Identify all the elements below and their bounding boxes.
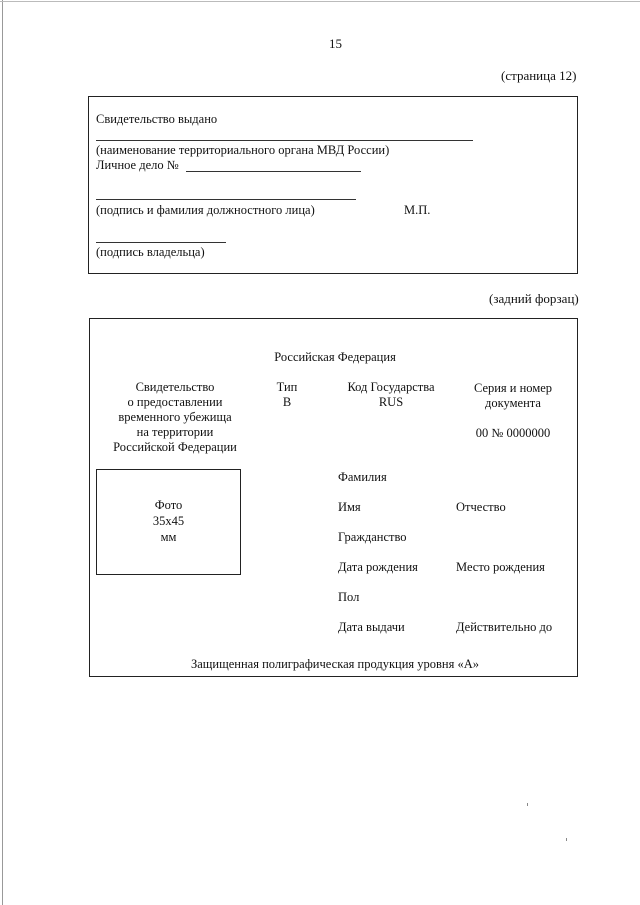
official-caption: (подпись и фамилия должностного лица) bbox=[96, 203, 315, 217]
type-label: Тип bbox=[276, 380, 298, 394]
field-citizenship: Гражданство bbox=[338, 530, 407, 544]
state-code-value: RUS bbox=[378, 395, 404, 409]
photo-label-line-3: мм bbox=[160, 530, 177, 544]
doc-title-line-3: временного убежища bbox=[118, 410, 232, 424]
scan-speck bbox=[527, 803, 528, 806]
state-code-label: Код Государства bbox=[347, 380, 435, 394]
authority-line bbox=[96, 140, 473, 141]
series-label-line-2: документа bbox=[485, 396, 541, 410]
doc-title-line-2: о предоставлении bbox=[127, 395, 223, 409]
photo-label-line-2: 35х45 bbox=[152, 514, 185, 528]
field-valid-until: Действительно до bbox=[456, 620, 553, 634]
series-label-line-1: Серия и номер bbox=[473, 381, 553, 395]
scan-edge-left bbox=[2, 0, 3, 905]
owner-caption: (подпись владельца) bbox=[96, 245, 205, 259]
official-signature-line bbox=[96, 199, 356, 200]
type-value: В bbox=[282, 395, 292, 409]
seal-label: М.П. bbox=[404, 203, 431, 217]
field-name: Имя bbox=[338, 500, 361, 514]
field-issue-date: Дата выдачи bbox=[338, 620, 405, 634]
back-flyleaf-label: (задний форзац) bbox=[489, 291, 579, 306]
file-number-line bbox=[186, 171, 361, 172]
scan-edge-top bbox=[0, 1, 640, 2]
field-surname: Фамилия bbox=[338, 470, 387, 484]
page-number: 15 bbox=[329, 36, 342, 51]
country-title: Российская Федерация bbox=[274, 350, 396, 364]
doc-title-line-5: Российской Федерации bbox=[113, 440, 237, 454]
authority-caption: (наименование территориального органа МВД России) bbox=[96, 143, 390, 157]
doc-title-line-1: Свидетельство bbox=[135, 380, 215, 394]
owner-signature-line bbox=[96, 242, 226, 243]
field-birth-date: Дата рождения bbox=[338, 560, 418, 574]
scan-speck bbox=[566, 838, 567, 841]
file-label: Личное дело № bbox=[96, 158, 179, 172]
field-sex: Пол bbox=[338, 590, 360, 604]
photo-label-line-1: Фото bbox=[154, 498, 183, 512]
field-birth-place: Место рождения bbox=[456, 560, 545, 574]
field-patronymic: Отчество bbox=[456, 500, 506, 514]
series-value: 00 № 0000000 bbox=[475, 426, 551, 440]
card-footer: Защищенная полиграфическая продукция уровня «А» bbox=[190, 657, 480, 671]
doc-title-line-4: на территории bbox=[136, 425, 214, 439]
issued-label: Свидетельство выдано bbox=[96, 112, 218, 126]
top-page-label: (страница 12) bbox=[501, 68, 577, 83]
